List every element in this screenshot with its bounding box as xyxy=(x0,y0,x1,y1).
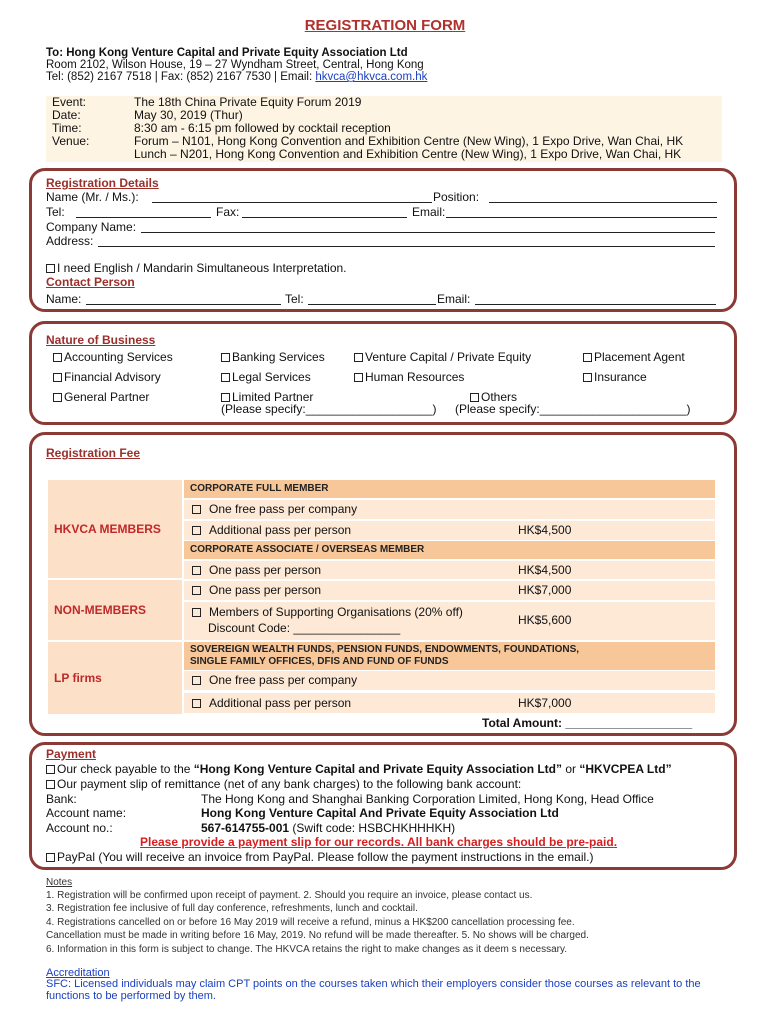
contact-person-title: Contact Person xyxy=(46,275,135,289)
checkbox[interactable] xyxy=(221,393,230,402)
contact-tel-field[interactable] xyxy=(308,304,436,305)
company-field[interactable] xyxy=(141,232,715,233)
checkbox[interactable] xyxy=(192,699,201,708)
fax-field[interactable] xyxy=(242,217,407,218)
date-label: Date: xyxy=(52,108,81,122)
cheque-payee-2: “HKVCPEA Ltd” xyxy=(579,762,672,776)
account-name-label: Account name: xyxy=(46,806,127,820)
checkbox[interactable] xyxy=(221,373,230,382)
contact-email-label: Email: xyxy=(437,292,471,306)
interpretation-label: I need English / Mandarin Simultaneous Interpretation. xyxy=(57,261,347,275)
accreditation-title: Accreditation xyxy=(46,967,110,979)
checkbox[interactable] xyxy=(53,373,62,382)
address: Room 2102, Wilson House, 19 – 27 Wyndham Street, Central, Hong Kong xyxy=(46,59,424,71)
option-label: Banking Services xyxy=(232,350,325,364)
checkbox[interactable] xyxy=(192,608,201,617)
email-link[interactable]: hkvca@hkvca.com.hk xyxy=(315,71,428,83)
time-label: Time: xyxy=(52,121,82,135)
position-field[interactable] xyxy=(489,202,717,203)
page-title: REGISTRATION FORM xyxy=(304,17,466,34)
category-lp-firms: LP firms xyxy=(48,642,182,714)
category-non-members: NON-MEMBERS xyxy=(48,580,182,640)
note-line: 6. Information in this form is subject to change. The HKVCA retains the right to make changes as it deem s necessary. xyxy=(46,944,567,955)
slip-label: Our payment slip of remittance (net of any bank charges) to the following bank account: xyxy=(57,777,522,791)
fee-row-label: One free pass per company xyxy=(209,673,358,687)
option-label: Placement Agent xyxy=(594,350,685,364)
fee-row-label: Additional pass per person xyxy=(209,523,352,537)
payment-option-slip[interactable] xyxy=(46,777,521,791)
payment-option-cheque[interactable] xyxy=(46,762,672,776)
option-label: Accounting Services xyxy=(64,350,173,364)
fee-row-label: One pass per person xyxy=(209,583,322,597)
checkbox[interactable] xyxy=(46,853,55,862)
option-label: General Partner xyxy=(64,390,150,404)
note-line: 1. Registration will be confirmed upon receipt of payment. 2. Should you require an invoice, please contact us. xyxy=(46,890,533,901)
position-label: Position: xyxy=(433,190,480,204)
event-box xyxy=(46,96,722,162)
contact-tel-label: Tel: xyxy=(285,292,304,306)
cheque-payee-1: “Hong Kong Venture Capital and Private Equity Association Ltd” xyxy=(193,762,563,776)
checkbox[interactable] xyxy=(221,353,230,362)
option-human-resources[interactable] xyxy=(354,370,464,384)
fee-header-sovereign xyxy=(184,642,715,670)
category-hkvca-members: HKVCA MEMBERS xyxy=(48,480,182,578)
option-placement-agent[interactable] xyxy=(583,350,685,364)
cheque-or: or xyxy=(562,762,580,776)
contact-prefix: Tel: (852) 2167 7518 | Fax: (852) 2167 7530 | Email: xyxy=(46,71,316,83)
bank-value: The Hong Kong and Shanghai Banking Corporation Limited, Hong Kong, Head Office xyxy=(201,792,654,806)
fee-row-label: One pass per person xyxy=(209,563,322,577)
fee-header-full-member: CORPORATE FULL MEMBER xyxy=(184,480,715,498)
note-line: 3. Registration fee inclusive of full day conference, refreshments, lunch and cocktail. xyxy=(46,903,418,914)
checkbox[interactable] xyxy=(53,393,62,402)
accreditation-line1: SFC: Licensed individuals may claim CPT points on the courses taken which their employers consider those courses as relevant to the xyxy=(46,978,701,990)
account-no-line xyxy=(201,821,455,835)
account-no-value: 567-614755-001 xyxy=(201,821,290,835)
specify-field-1[interactable]: (Please specify:___________________) xyxy=(221,402,437,416)
payment-warning-text: Please provide a payment slip for our records. All bank charges should be pre-paid xyxy=(140,835,614,849)
fax-label: Fax: xyxy=(216,205,240,219)
venue-line2: Lunch – N201, Hong Kong Convention and Exhibition Centre (New Wing), 1 Expo Drive, Wan Chai, HK xyxy=(134,147,682,161)
fee-row-supporting[interactable] xyxy=(184,602,715,640)
fee-row-line1 xyxy=(192,605,463,619)
note-line: 4. Registrations cancelled on or before 16 May 2019 will receive a refund, minus a HK$200 cancellation processing fee. xyxy=(46,917,575,928)
fee-row[interactable] xyxy=(184,693,715,713)
option-legal-services[interactable] xyxy=(221,370,311,384)
option-label: Financial Advisory xyxy=(64,370,161,384)
contact-line xyxy=(46,71,427,84)
option-label: Insurance xyxy=(594,370,647,384)
option-label: Legal Services xyxy=(232,370,311,384)
checkbox[interactable] xyxy=(46,765,55,774)
checkbox[interactable] xyxy=(46,264,55,273)
event-label: Event: xyxy=(52,95,87,109)
date-value: May 30, 2019 (Thur) xyxy=(134,108,243,122)
payment-title: Payment xyxy=(46,747,97,761)
contact-name-field[interactable] xyxy=(86,304,281,305)
checkbox[interactable] xyxy=(470,393,479,402)
fee-row[interactable] xyxy=(184,581,715,600)
company-label: Company Name: xyxy=(46,220,137,234)
option-insurance[interactable] xyxy=(583,370,647,384)
option-label: Venture Capital / Private Equity xyxy=(365,350,532,364)
venue-label: Venue: xyxy=(52,134,90,148)
nature-of-business-title: Nature of Business xyxy=(46,333,156,347)
fee-price: HK$4,500 xyxy=(518,523,572,537)
discount-code-field[interactable]: Discount Code: ________________ xyxy=(208,621,401,635)
fee-row[interactable] xyxy=(184,671,715,690)
recipient: To: Hong Kong Venture Capital and Private Equity Association Ltd xyxy=(46,47,408,59)
checkbox[interactable] xyxy=(354,353,363,362)
account-no-label: Account no.: xyxy=(46,821,113,835)
checkbox[interactable] xyxy=(583,373,592,382)
option-label: Limited Partner xyxy=(232,390,314,404)
account-name-value: Hong Kong Venture Capital And Private Equity Association Ltd xyxy=(201,806,559,820)
swift-code: (Swift code: HSBCHKHHHKH) xyxy=(289,821,456,835)
checkbox[interactable] xyxy=(46,780,55,789)
option-general-partner[interactable] xyxy=(53,390,149,404)
fee-header-associate: CORPORATE ASSOCIATE / OVERSEAS MEMBER xyxy=(184,541,715,559)
cheque-prefix: Our check payable to the xyxy=(57,762,194,776)
fee-row-label: Additional pass per person xyxy=(209,696,352,710)
interpretation-option[interactable] xyxy=(46,261,347,275)
venue-line1: Forum – N101, Hong Kong Convention and Exhibition Centre (New Wing), 1 Expo Drive, Wan Chai, HK xyxy=(134,134,684,148)
fee-row[interactable] xyxy=(184,500,715,519)
checkbox[interactable] xyxy=(354,373,363,382)
bank-label: Bank: xyxy=(46,792,77,806)
fee-price: HK$5,600 xyxy=(518,613,572,627)
fee-row-label: One free pass per company xyxy=(209,502,358,516)
note-line: Cancellation must be made in writing before 16 May, 2019. No refund will be made thereafter. 5. No shows will be charged. xyxy=(46,930,589,941)
fee-header-line1: SOVEREIGN WEALTH FUNDS, PENSION FUNDS, ENDOWMENTS, FOUNDATIONS, xyxy=(190,644,580,655)
option-accounting-services[interactable] xyxy=(53,350,173,364)
specify-field-2[interactable]: (Please specify:______________________) xyxy=(455,402,691,416)
payment-option-paypal[interactable] xyxy=(46,850,593,864)
fee-price: HK$4,500 xyxy=(518,563,572,577)
checkbox[interactable] xyxy=(583,353,592,362)
checkbox[interactable] xyxy=(192,586,201,595)
option-label: Human Resources xyxy=(365,370,465,384)
address-label: Address: xyxy=(46,234,94,248)
fee-row[interactable] xyxy=(184,561,715,579)
payment-warning: Please provide a payment slip for our records. All bank charges should be pre-paid. xyxy=(140,835,618,849)
contact-email-field[interactable] xyxy=(475,304,716,305)
fee-price: HK$7,000 xyxy=(518,583,572,597)
option-label: Others xyxy=(481,390,518,404)
checkbox[interactable] xyxy=(53,353,62,362)
name-field[interactable] xyxy=(152,202,432,203)
fee-price: HK$7,000 xyxy=(518,696,572,710)
contact-name-label: Name: xyxy=(46,292,82,306)
option-venture-capital[interactable] xyxy=(354,350,531,364)
notes-title: Notes xyxy=(46,877,73,888)
event-value: The 18th China Private Equity Forum 2019 xyxy=(134,95,362,109)
checkbox[interactable] xyxy=(192,676,201,685)
option-banking-services[interactable] xyxy=(221,350,325,364)
name-label: Name (Mr. / Ms.): xyxy=(46,190,139,204)
paypal-label: PayPal (You will receive an invoice from PayPal. Please follow the payment instructions in the email.) xyxy=(57,850,594,864)
option-financial-advisory[interactable] xyxy=(53,370,161,384)
tel-label: Tel: xyxy=(46,205,65,219)
checkbox[interactable] xyxy=(192,526,201,535)
checkbox[interactable] xyxy=(192,566,201,575)
accreditation-line2: functions to be performed by them. xyxy=(46,990,216,1002)
email-field[interactable] xyxy=(446,217,717,218)
email-label: Email: xyxy=(412,205,446,219)
registration-details-title: Registration Details xyxy=(46,176,159,190)
registration-fee-title: Registration Fee xyxy=(46,446,141,460)
address-field[interactable] xyxy=(98,246,715,247)
tel-field[interactable] xyxy=(76,217,211,218)
fee-row[interactable] xyxy=(184,521,715,540)
checkbox[interactable] xyxy=(192,505,201,514)
time-value: 8:30 am - 6:15 pm followed by cocktail reception xyxy=(134,121,391,135)
total-amount-field[interactable]: Total Amount: ___________________ xyxy=(482,716,693,730)
fee-row-label: Members of Supporting Organisations (20% off) xyxy=(209,605,463,619)
fee-header-line2: SINGLE FAMILY OFFICES, DFIS AND FUND OF FUNDS xyxy=(190,656,449,667)
